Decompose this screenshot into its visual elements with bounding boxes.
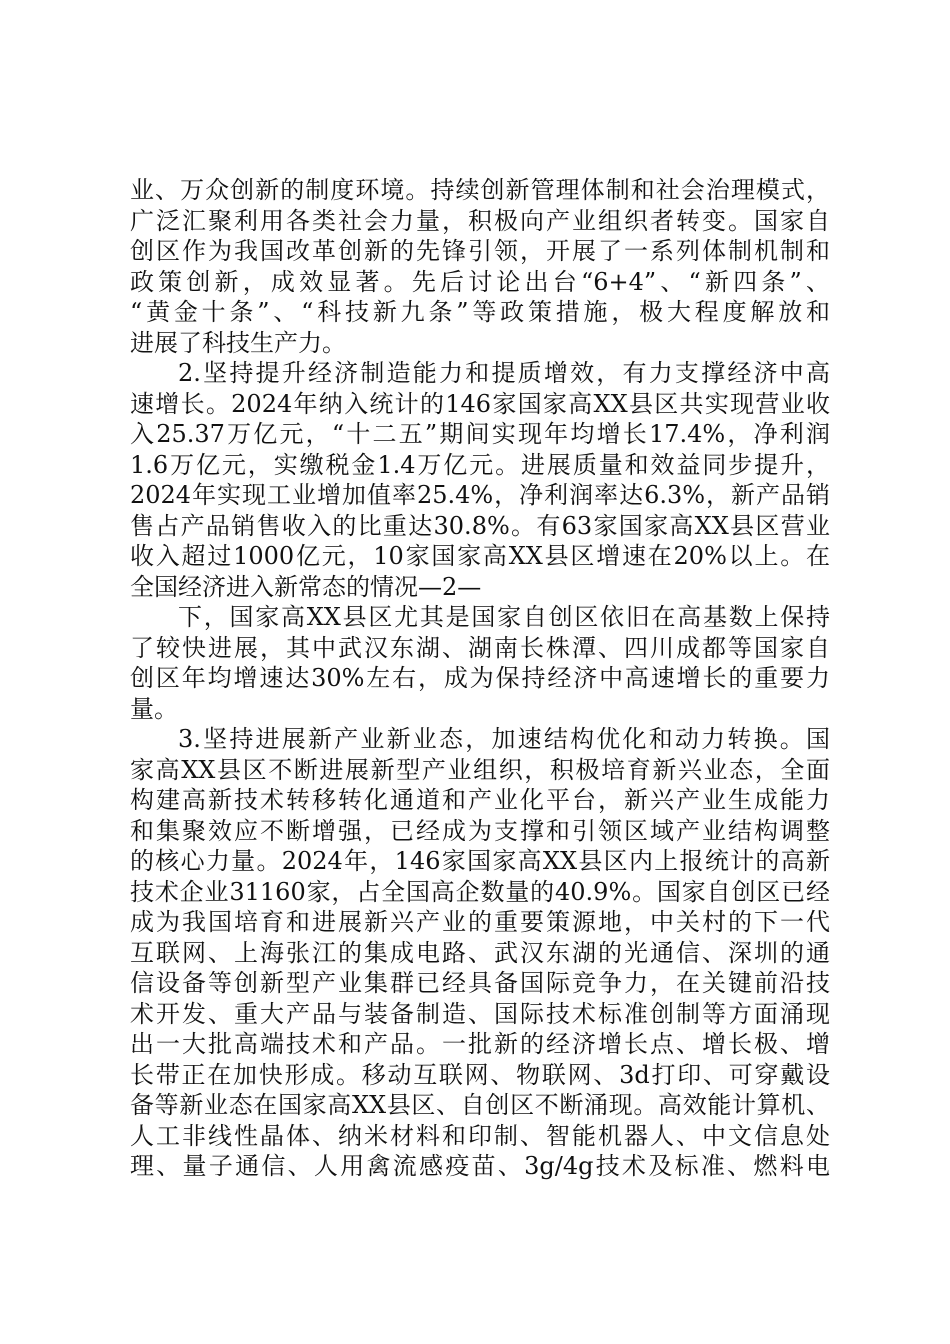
text-line: 2024年实现工业增加值率25.4%，净利润率达6.3%，新产品销	[130, 481, 830, 509]
text-line: 成为我国培育和进展新兴产业的重要策源地，中关村的下一代	[130, 908, 830, 936]
text-line: 售占产品销售收入的比重达30.8%。有63家国家高XX县区营业	[130, 511, 830, 540]
text-line: 备等新业态在国家高XX县区、自创区不断涌现。高效能计算机、	[130, 1091, 830, 1119]
text-line: 互联网、上海张江的集成电路、武汉东湖的光通信、深圳的通	[130, 938, 830, 967]
text-line: 下，国家高XX县区尤其是国家自创区依旧在高基数上保持	[178, 603, 830, 631]
text-line: 全国经济进入新常态的情况—2—	[130, 572, 482, 601]
text-line: 政策创新，成效显著。先后讨论出台“6+4”、“新四条”、	[130, 267, 830, 296]
text-line: 创区年均增速达30%左右，成为保持经济中高速增长的重要力	[130, 664, 830, 692]
text-line: 和集聚效应不断增强，已经成为支撑和引领区域产业结构调整	[130, 816, 830, 845]
text-line: 人工非线性晶体、纳米材料和印制、智能机器人、中文信息处	[130, 1121, 830, 1150]
text-line: 了较快进展，其中武汉东湖、湖南长株潭、四川成都等国家自	[130, 633, 830, 662]
text-line: 出一大批高端技术和产品。一批新的经济增长点、增长极、增	[130, 1030, 830, 1058]
text-line: 理、量子通信、人用禽流感疫苗、3g/4g技术及标准、燃料电	[130, 1152, 830, 1180]
text-line: 3.坚持进展新产业新业态，加速结构优化和动力转换。国	[178, 725, 830, 753]
text-line: 量。	[130, 694, 178, 723]
text-line: 2.坚持提升经济制造能力和提质增效，有力支撑经济中高	[178, 359, 830, 387]
text-line: 长带正在加快形成。移动互联网、物联网、3d打印、可穿戴设	[130, 1060, 830, 1089]
text-line: 1.6万亿元，实缴税金1.4万亿元。进展质量和效益同步提升，	[130, 450, 830, 479]
text-line: 术开发、重大产品与装备制造、国际技术标准创制等方面涌现	[130, 999, 830, 1028]
text-line: 的核心力量。2024年，146家国家高XX县区内上报统计的高新	[130, 847, 830, 875]
text-line: 入25.37万亿元，“十二五”期间实现年均增长17.4%，净利润	[130, 420, 830, 448]
text-line: 进展了科技生产力。	[130, 328, 346, 357]
text-line: 技术企业31160家，占全国高企数量的40.9%。国家自创区已经	[130, 877, 830, 906]
document-body	[130, 175, 830, 1182]
text-line: 业、万众创新的制度环境。持续创新管理体制和社会治理模式，	[130, 176, 830, 204]
text-line: 速增长。2024年纳入统计的146家国家高XX县区共实现营业收	[130, 389, 830, 418]
text-line: 信设备等创新型产业集群已经具备国际竞争力，在关键前沿技	[130, 969, 830, 997]
text-line: 创区作为我国改革创新的先锋引领，开展了一系列体制机制和	[130, 237, 830, 265]
text-line: 收入超过1000亿元，10家国家高XX县区增速在20%以上。在	[130, 542, 830, 570]
text-line: 家高XX县区不断进展新型产业组织，积极培育新兴业态，全面	[130, 755, 830, 784]
text-line: “黄金十条”、“科技新九条”等政策措施，极大程度解放和	[130, 298, 830, 326]
text-line: 广泛汇聚利用各类社会力量，积极向产业组织者转变。国家自	[130, 206, 830, 235]
text-line: 构建高新技术转移转化通道和产业化平台，新兴产业生成能力	[130, 786, 830, 814]
